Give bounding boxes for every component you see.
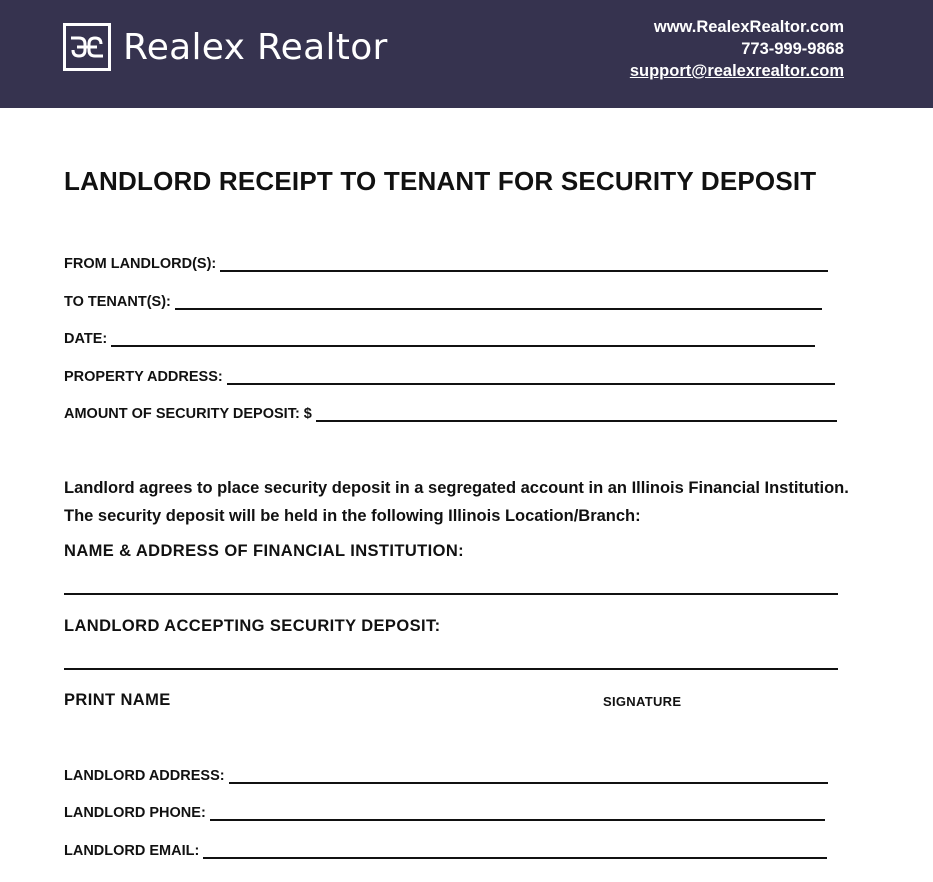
document-title: LANDLORD RECEIPT TO TENANT FOR SECURITY DEPOSIT (64, 166, 817, 196)
field-label: TO TENANT(S): (64, 294, 171, 310)
property-address-field (64, 365, 835, 385)
field-label: LANDLORD EMAIL: (64, 843, 200, 859)
to-tenant-field (64, 290, 822, 310)
print-name-label: PRINT NAME (64, 691, 171, 709)
field-label: LANDLORD PHONE: (64, 805, 206, 821)
header-banner (0, 0, 933, 108)
field-label: DATE: (64, 331, 108, 347)
institution-line (64, 593, 838, 595)
blank-line (210, 805, 825, 821)
email-link[interactable]: support@realexrealtor.com (629, 62, 844, 80)
blank-line (220, 256, 828, 272)
blank-line (203, 843, 827, 859)
contact-info (630, 16, 844, 82)
from-landlord-field (64, 252, 828, 272)
field-label: LANDLORD ADDRESS: (64, 768, 225, 784)
blank-line (227, 369, 835, 385)
agreement-paragraph: Landlord agrees to place security deposit in a segregated account in an Illinois Financial Institution. The security deposit will be held in the following Illinois Location/Branch: (64, 479, 849, 525)
brand-logo-icon (63, 23, 111, 71)
brand-name: Realex Realtor (123, 27, 388, 68)
blank-line (229, 768, 828, 784)
website-link[interactable]: www.RealexRealtor.com (653, 18, 844, 36)
blank-line (316, 406, 837, 422)
landlord-phone-field (64, 801, 825, 821)
blank-line (111, 331, 815, 347)
deposit-amount-field (64, 402, 837, 422)
institution-label: NAME & ADDRESS OF FINANCIAL INSTITUTION: (64, 542, 465, 560)
blank-line (175, 294, 822, 310)
field-label: PROPERTY ADDRESS: (64, 369, 223, 385)
date-field (64, 327, 815, 347)
field-label: FROM LANDLORD(S): (64, 256, 217, 272)
landlord-email-field (64, 839, 827, 859)
landlord-address-field (64, 764, 828, 784)
accepting-label: LANDLORD ACCEPTING SECURITY DEPOSIT: (64, 617, 441, 635)
phone-number: 773-999-9868 (741, 40, 844, 58)
signature-label: SIGNATURE (603, 694, 682, 709)
accepting-line (64, 668, 838, 670)
field-label: AMOUNT OF SECURITY DEPOSIT: $ (64, 406, 312, 422)
